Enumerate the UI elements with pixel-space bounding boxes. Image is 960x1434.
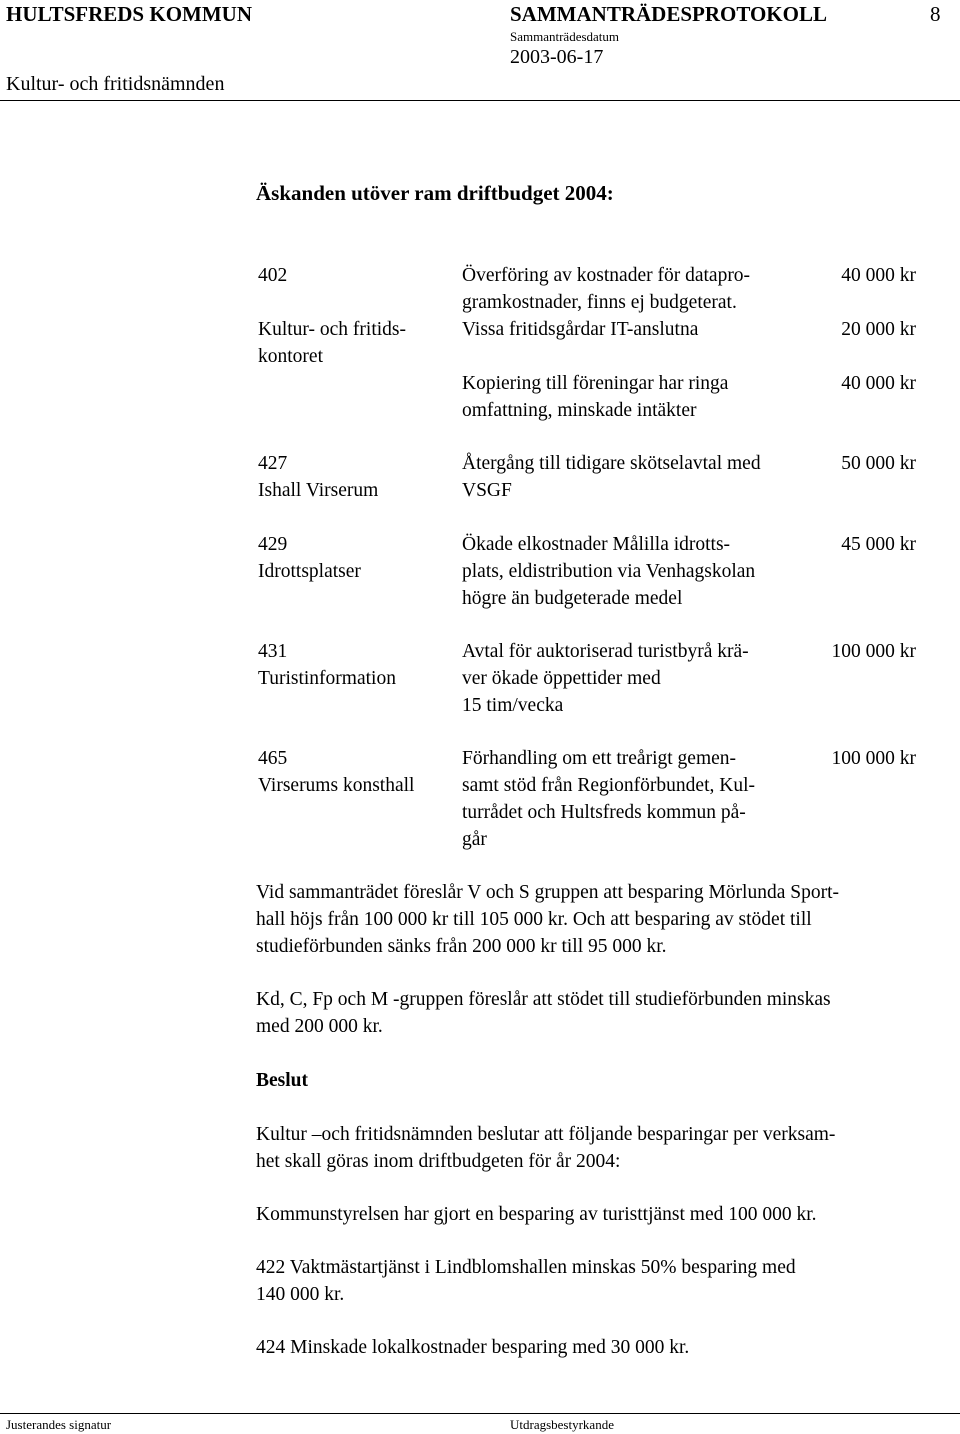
board-name: Kultur- och fritidsnämnden: [6, 73, 225, 95]
section-title: Äskanden utöver ram driftbudget 2004:: [256, 181, 614, 205]
request-description: 15 tim/vecka: [462, 695, 564, 716]
request-amount: 50 000 kr: [841, 453, 916, 474]
paragraph-line: med 200 000 kr.: [256, 1016, 383, 1037]
request-description: Avtal för auktoriserad turistbyrå krä-: [462, 641, 749, 662]
request-amount: 20 000 kr: [841, 319, 916, 340]
extract-label: Utdragsbestyrkande: [510, 1417, 614, 1432]
request-description: turrådet och Hultsfreds kommun på-: [462, 802, 746, 823]
paragraph-line: 424 Minskade lokalkostnader besparing med 30 000 kr.: [256, 1337, 690, 1358]
unit-name: Ishall Virserum: [258, 480, 379, 501]
request-description: omfattning, minskade intäkter: [462, 400, 697, 421]
paragraph-line: studieförbunden sänks från 200 000 kr till 95 000 kr.: [256, 936, 667, 957]
unit-code: 427: [258, 453, 288, 474]
municipality-name: HULTSFREDS KOMMUN: [6, 2, 253, 26]
date-label: Sammanträdesdatum: [510, 29, 620, 44]
unit-name: Idrottsplatser: [258, 561, 361, 582]
request-description: samt stöd från Regionförbundet, Kul-: [462, 775, 755, 796]
paragraph-line: hall höjs från 100 000 kr till 105 000 kr. Och att besparing av stödet till: [256, 909, 812, 930]
paragraph-line: 140 000 kr.: [256, 1284, 345, 1305]
unit-code: 402: [258, 265, 288, 286]
paragraph-line: het skall göras inom driftbudgeten för år 2004:: [256, 1151, 621, 1172]
request-amount: 45 000 kr: [841, 534, 916, 555]
paragraph-line: Kommunstyrelsen har gjort en besparing av turisttjänst med 100 000 kr.: [256, 1204, 817, 1225]
paragraph-line: Kd, C, Fp och M -gruppen föreslår att stödet till studieförbunden minskas: [256, 989, 831, 1010]
document-type: SAMMANTRÄDESPROTOKOLL: [510, 2, 827, 26]
request-description: Förhandling om ett treårigt gemen-: [462, 748, 737, 769]
unit-code: 465: [258, 748, 288, 769]
request-description: gramkostnader, finns ej budgeterat.: [462, 292, 737, 313]
request-description: högre än budgeterade medel: [462, 588, 683, 609]
paragraph-line: Vid sammanträdet föreslår V och S gruppen att besparing Mörlunda Sport-: [256, 882, 839, 903]
request-amount: 40 000 kr: [841, 265, 916, 286]
unit-name: Turistinformation: [258, 668, 396, 689]
request-description: plats, eldistribution via Venhagskolan: [462, 561, 756, 582]
unit-name: kontoret: [258, 346, 323, 367]
meeting-date: 2003-06-17: [510, 46, 604, 68]
request-description: Återgång till tidigare skötselavtal med: [462, 453, 761, 474]
paragraph-line: 422 Vaktmästartjänst i Lindblomshallen minskas 50% besparing med: [256, 1257, 796, 1278]
request-description: Kopiering till föreningar har ringa: [462, 373, 729, 394]
signature-label: Justerandes signatur: [6, 1417, 112, 1432]
decision-heading: Beslut: [256, 1070, 309, 1091]
request-description: VSGF: [462, 480, 512, 501]
unit-code: 431: [258, 641, 288, 662]
request-description: går: [462, 829, 487, 850]
request-amount: 40 000 kr: [841, 373, 916, 394]
footer-rule: [0, 1413, 960, 1414]
request-amount: 100 000 kr: [831, 641, 916, 662]
header-rule: [0, 100, 960, 101]
paragraph-line: Kultur –och fritidsnämnden beslutar att följande besparingar per verksam-: [256, 1124, 836, 1145]
request-description: Vissa fritidsgårdar IT-anslutna: [462, 319, 699, 340]
request-description: Överföring av kostnader för datapro-: [462, 265, 751, 286]
unit-name: Kultur- och fritids-: [258, 319, 406, 340]
request-description: Ökade elkostnader Målilla idrotts-: [462, 534, 731, 555]
request-amount: 100 000 kr: [831, 748, 916, 769]
unit-name: Virserums konsthall: [258, 775, 415, 796]
page-number: 8: [930, 2, 941, 26]
unit-code: 429: [258, 534, 288, 555]
request-description: ver ökade öppettider med: [462, 668, 661, 689]
